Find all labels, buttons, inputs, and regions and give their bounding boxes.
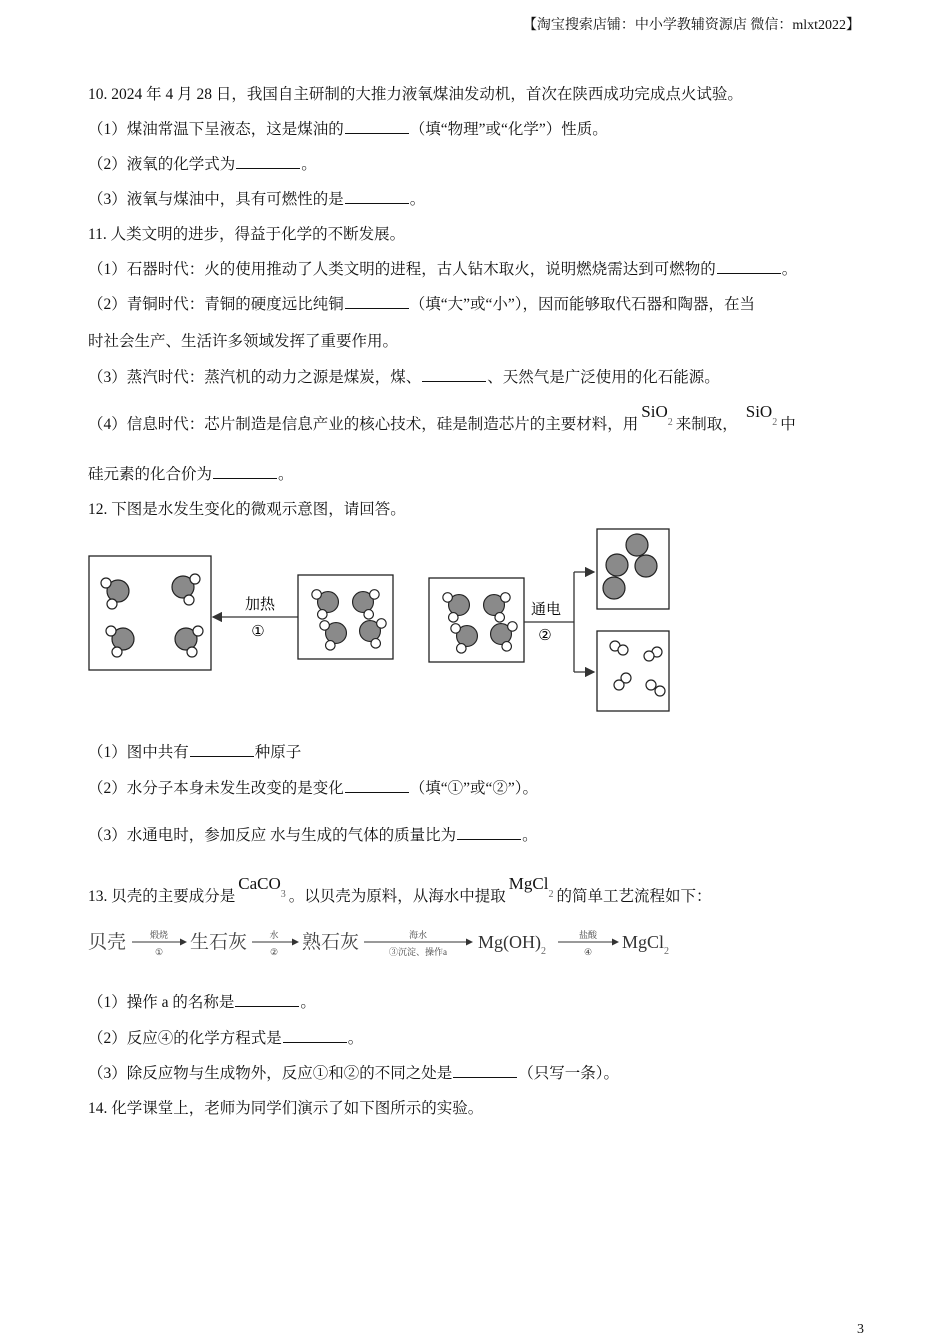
q13-stem: 13. 贝壳的主要成分是CaCO$_3$ 。以贝壳为原料，从海水中提取MgCl$_2$ 的简单工艺流程如下： <box>88 874 712 905</box>
flow-node-mgcl2: MgCl$_2$ <box>622 932 670 957</box>
q10-part2: （2）液氧的化学式为 。 <box>88 156 317 173</box>
answer-blank[interactable] <box>457 825 521 840</box>
q11-part2-cont: 时社会生产、生活许多领域发挥了重要作用。 <box>88 333 399 350</box>
q10-part1: （1）煤油常温下呈液态，这是煤油的 （填“物理”或“化学”）性质。 <box>88 121 608 138</box>
hydrogen-atom <box>646 680 656 690</box>
electrolysis-number: ② <box>538 628 552 644</box>
oxygen-atom <box>635 555 657 577</box>
heating-label: 加热 <box>244 597 276 613</box>
q12-stem: 12. 下图是水发生变化的微观示意图，请回答。 <box>88 501 406 518</box>
answer-blank[interactable] <box>422 367 486 382</box>
flow-node-quicklime: 生石灰 <box>190 932 248 953</box>
answer-blank[interactable] <box>345 294 409 309</box>
box-hydrogen <box>597 631 669 711</box>
flow-arrow-4-top: 盐酸 <box>578 930 598 940</box>
page-header: 【淘宝搜索店铺：中小学教辅资源店 微信：mlxt2022】 <box>522 18 860 33</box>
answer-blank[interactable] <box>213 464 277 479</box>
answer-blank[interactable] <box>717 259 781 274</box>
q11-part4-cont: 硅元素的化合价为 。 <box>88 466 294 483</box>
mgcl2-formula: MgCl$_2$ <box>508 874 554 901</box>
page-number: 3 <box>857 1322 864 1337</box>
q13-part3: （3）除反应物与生成物外，反应①和②的不同之处是 （只写一条）。 <box>88 1065 620 1082</box>
heating-number: ① <box>251 624 265 640</box>
answer-blank[interactable] <box>345 189 409 204</box>
flow-arrow-2-bottom: ② <box>269 947 279 957</box>
q11-part3: （3）蒸汽时代：蒸汽机的动力之源是煤炭，煤、 、天然气是广泛使用的化石能源。 <box>88 369 720 386</box>
flow-arrow-4-bottom: ④ <box>583 947 593 957</box>
flow-arrow-3-top: 海水 <box>408 930 428 940</box>
answer-blank[interactable] <box>345 119 409 134</box>
q12-part1: （1）图中共有 种原子 <box>88 744 302 761</box>
flow-node-shell: 贝壳 <box>88 932 127 953</box>
flow-arrow-2-top: 水 <box>269 930 279 940</box>
answer-blank[interactable] <box>190 742 254 757</box>
answer-blank[interactable] <box>235 992 299 1007</box>
q12-part3: （3）水通电时，参加反应 水与生成的气体的质量比为 。 <box>88 827 538 844</box>
q10-stem: 10. 2024 年 4 月 28 日，我国自主研制的大推力液氧煤油发动机，首次在陕西成功完成点火试验。 <box>88 86 743 103</box>
q12-part2: （2）水分子本身未发生改变的是变化 （填“①”或“②”）。 <box>88 780 539 797</box>
answer-blank[interactable] <box>453 1063 517 1078</box>
answer-blank[interactable] <box>345 778 409 793</box>
q13-part2: （2）反应④的化学方程式是 。 <box>88 1030 364 1047</box>
q10-part3: （3）液氧与煤油中，具有可燃性的是 。 <box>88 191 426 208</box>
electrolysis-label: 通电 <box>530 602 562 618</box>
q11-part4: （4）信息时代：芯片制造是信息产业的核心技术，硅是制造芯片的主要材料，用SiO$_2$ 来制取，SiO$_2$ 中 <box>88 402 796 433</box>
hydrogen-atom <box>614 680 624 690</box>
water-molecule-diagram <box>80 525 680 717</box>
flow-node-slakedlime: 熟石灰 <box>302 932 360 953</box>
oxygen-atom <box>626 534 648 556</box>
q13-part1: （1）操作 a 的名称是 。 <box>88 994 316 1011</box>
sio2-formula: SiO$_2$ <box>745 402 778 429</box>
sio2-formula: SiO$_2$ <box>641 402 673 429</box>
flow-arrow-1-top: 煅烧 <box>149 930 169 940</box>
process-flow <box>88 928 708 962</box>
q11-part2: （2）青铜时代：青铜的硬度远比纯铜 （填“大”或“小”），因而能够取代石器和陶器，在当 <box>88 296 756 313</box>
oxygen-atom <box>606 554 628 576</box>
flow-node-mgoh2: $Mg(OH)_2$ <box>478 932 546 957</box>
answer-blank[interactable] <box>283 1028 347 1043</box>
q14-stem: 14. 化学课堂上，老师为同学们演示了如下图所示的实验。 <box>88 1100 484 1117</box>
q11-part1: （1）石器时代：火的使用推动了人类文明的进程，古人钻木取火，说明燃烧需达到可燃物的 。 <box>88 261 798 278</box>
caco3-formula: CaCO$_3$ <box>238 874 286 901</box>
oxygen-atom <box>603 577 625 599</box>
flow-arrow-1-bottom: ① <box>154 947 164 957</box>
q11-stem: 11. 人类文明的进步，得益于化学的不断发展。 <box>88 226 406 243</box>
hydrogen-atom <box>644 651 654 661</box>
hydrogen-atom <box>618 645 628 655</box>
hydrogen-atom <box>655 686 665 696</box>
answer-blank[interactable] <box>236 154 300 169</box>
flow-arrow-3-bottom: ③沉淀、操作a <box>389 947 447 957</box>
